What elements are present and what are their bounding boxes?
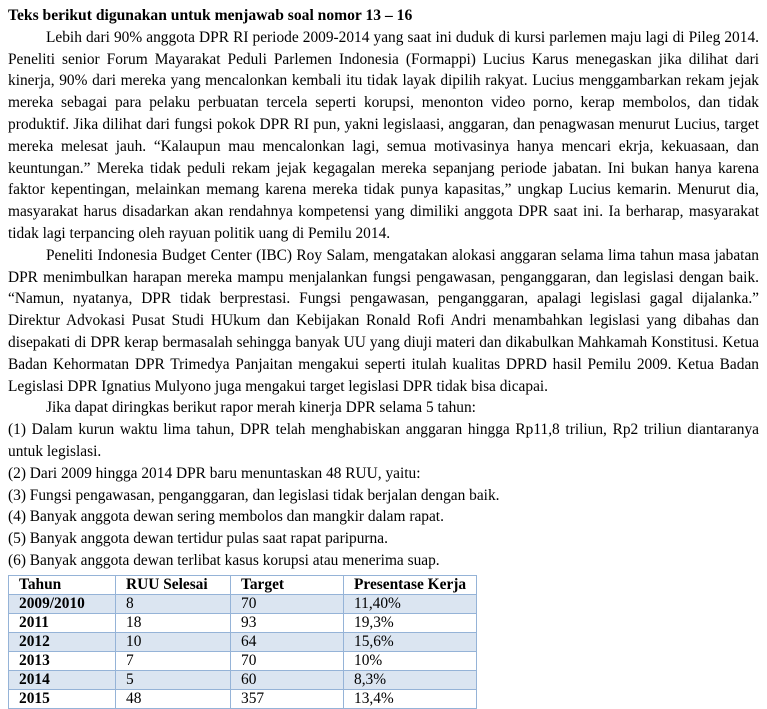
table-cell: 8 — [116, 594, 231, 613]
table-row — [9, 651, 477, 670]
table-cell: 93 — [231, 613, 344, 632]
table-cell: 48 — [116, 689, 231, 708]
table-cell: 10% — [344, 651, 477, 670]
table-cell: 13,4% — [344, 689, 477, 708]
document-body — [8, 5, 759, 709]
table-header-row — [9, 575, 477, 594]
table-cell: 70 — [231, 651, 344, 670]
paragraph: Jika dapat diringkas berikut rapor merah kinerja DPR selama 5 tahun: — [46, 399, 476, 417]
table-cell: 2011 — [9, 613, 116, 632]
table-cell: 7 — [116, 651, 231, 670]
table-cell: 8,3% — [344, 670, 477, 689]
table-cell: 5 — [116, 670, 231, 689]
data-table — [8, 575, 477, 709]
table-row — [9, 613, 477, 632]
table-cell: 2014 — [9, 670, 116, 689]
column-header: Tahun — [9, 575, 116, 594]
list-item: (4) Banyak anggota dewan sering membolos dan mangkir dalam rapat. — [8, 508, 444, 526]
column-header: Presentase Kerja — [344, 575, 477, 594]
table-row — [9, 632, 477, 651]
list-item: (3) Fungsi pengawasan, penganggaran, dan legislasi tidak berjalan dengan baik. — [8, 486, 500, 504]
table-cell: 2012 — [9, 632, 116, 651]
table-cell: 60 — [231, 670, 344, 689]
table-row — [9, 670, 477, 689]
table-cell: 70 — [231, 594, 344, 613]
table-cell: 357 — [231, 689, 344, 708]
table-cell: 11,40% — [344, 594, 477, 613]
table-cell: 2013 — [9, 651, 116, 670]
list-item: (6) Banyak anggota dewan terlibat kasus korupsi atau menerima suap. — [8, 551, 440, 569]
paragraph: Peneliti Indonesia Budget Center (IBC) Roy Salam, mengatakan alokasi anggaran selama lima tahun masa jabatan DPR menimbulkan harapan mereka mampu menjalankan fungsi pengawasan, penganggaran, dan legislasi dengan baik. “Namun, nyatanya, DPR tidak berprestasi. Fungsi pengawasan, penganggaran, apalagi legislasi gagal dijalanka.” Direktur Advokasi Pusat Studi HUkum dan Kebijakan Ronald Rofi Andri menambahkan legislasi yang dibahas dan disepakati di DPR kerap bermasalah sehingga banyak UU yang diuji materi dan dikabulkan Mahkamah Konstitusi. Ketua Badan Kehormatan DPR Trimedya Panjaitan mengakui seperti itulah kualitas DPRD hasil Pemilu 2009. Ketua Badan Legislasi DPR Ignatius Mulyono juga mengakui target legislasi DPR tidak bisa dicapai. — [8, 246, 759, 395]
numbered-list — [8, 419, 759, 572]
page-title: Teks berikut digunakan untuk menjawab soal nomor 13 – 16 — [8, 7, 413, 24]
table-row — [9, 594, 477, 613]
column-header: RUU Selesai — [116, 575, 231, 594]
list-item: (1) Dalam kurun waktu lima tahun, DPR telah menghabiskan anggaran hingga Rp11,8 triliun, Rp2 triliun diantaranya untuk legislasi. — [8, 421, 759, 460]
list-item: (5) Banyak anggota dewan tertidur pulas saat rapat paripurna. — [8, 530, 388, 548]
table-cell: 15,6% — [344, 632, 477, 651]
table-cell: 19,3% — [344, 613, 477, 632]
column-header: Target — [231, 575, 344, 594]
table-cell: 10 — [116, 632, 231, 651]
table-row — [9, 689, 477, 708]
paragraph: Lebih dari 90% anggota DPR RI periode 2009-2014 yang saat ini duduk di kursi parlemen maju lagi di Pileg 2014. Peneliti senior Forum Mayarakat Peduli Parlemen Indonesia (Formappi) Lucius Karus menegaskan jika dilihat dari kinerja, 90% dari mereka yang mencalonkan kembali itu tidak layak dipilih rakyat. Lucius menggambarkan rekam jejak mereka sebagai para pelaku perbuatan tercela seperti korupsi, menonton video porno, kerap membolos, dan tidak produktif. Jika dilihat dari fungsi pokok DPR RI pun, yakni legislaasi, anggaran, dan penagwasan menurut Lucius, target mereka melesat jauh. “Kalaupun mau mencalonkan lagi, semua motivasinya hanya mencari ekrja, kekuasaan, dan keuntungan.” Mereka tidak peduli rekam jejak kegagalan mereka sepanjang periode jabatan. Ini bukan hanya karena faktor kepentingan, melainkan memang karena mereka tidak punya kapasitas,” ungkap Lucius kemarin. Menurut dia, masyarakat harus disadarkan akan rendahnya kompetensi yang dimiliki anggota DPR saat ini. Ia berharap, masyarakat tidak lagi terpancing oleh rayuan politik uang di Pemilu 2014. — [8, 28, 759, 242]
table-cell: 18 — [116, 613, 231, 632]
table-cell: 2015 — [9, 689, 116, 708]
table-cell: 2009/2010 — [9, 594, 116, 613]
list-item: (2) Dari 2009 hingga 2014 DPR baru menuntaskan 48 RUU, yaitu: — [8, 464, 421, 482]
table-cell: 64 — [231, 632, 344, 651]
